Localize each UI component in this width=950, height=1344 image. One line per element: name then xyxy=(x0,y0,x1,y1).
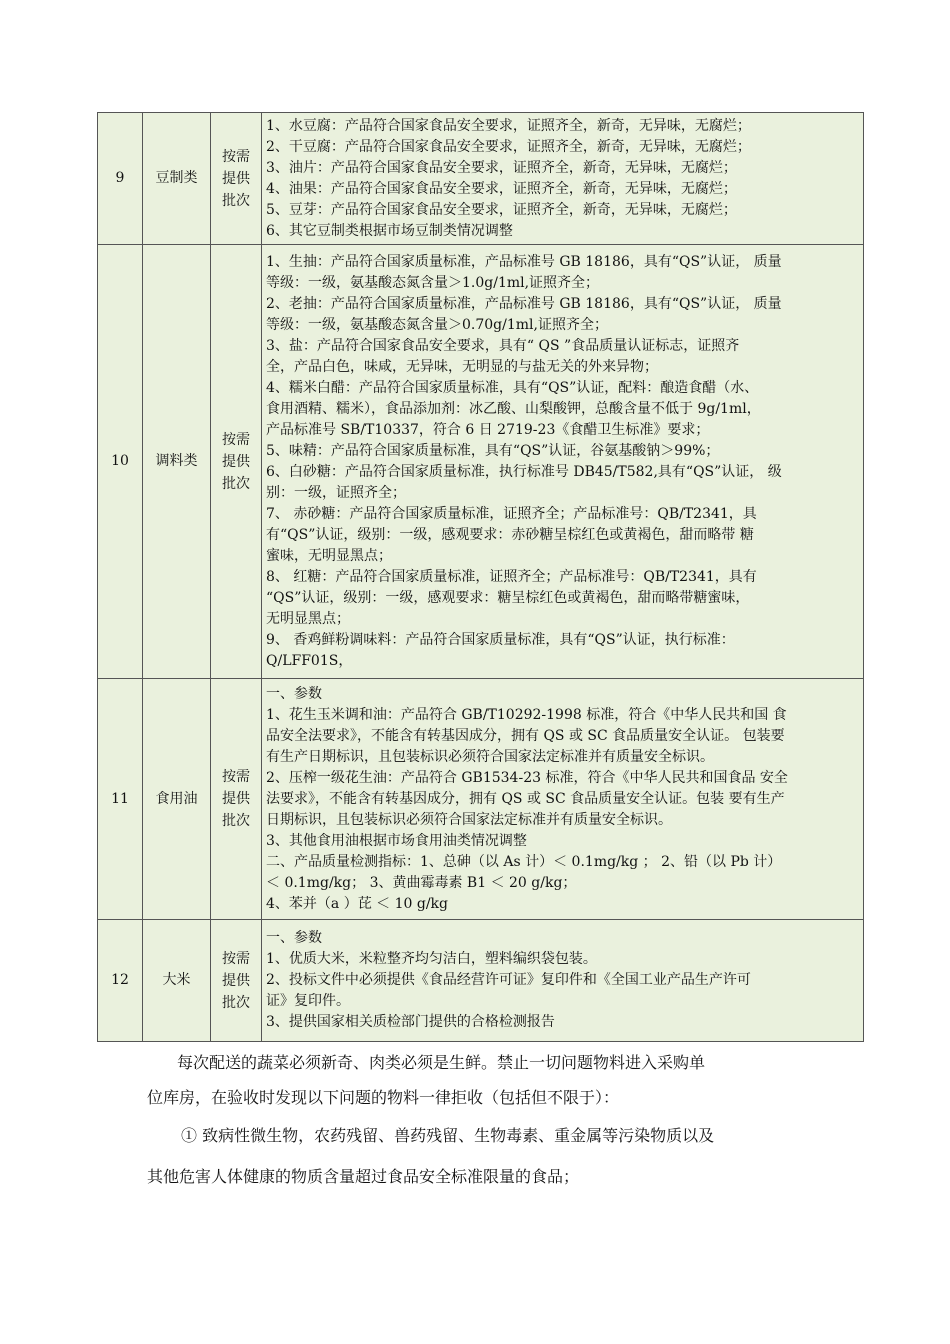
requirement-line: 有“QS”认证，级别：一级，感观要求：赤砂糖呈棕红色或黄褐色，甜而略带 糖 xyxy=(266,526,754,543)
requirement-line: 二、产品质量检测指标：1、总砷（以 As 计）＜ 0.1mg/kg ； 2、铅（以 Pb 计） xyxy=(266,853,782,870)
requirement-line: 等级：一级，氨基酸态氮含量＞0.70g/1ml,证照齐全； xyxy=(266,316,608,333)
requirement-line: 1、水豆腐：产品符合国家食品安全要求，证照齐全，新奇，无异味，无腐烂； xyxy=(266,117,751,134)
frequency-cell xyxy=(211,679,262,920)
paragraph-line: 其他危害人体健康的物质含量超过食品安全标准限量的食品； xyxy=(147,1167,580,1186)
frequency-line: 批次 xyxy=(222,813,250,829)
requirement-line: 1、优质大米，米粒整齐均匀洁白，塑料编织袋包装。 xyxy=(266,951,597,967)
frequency-cell xyxy=(211,920,262,1042)
row-number: 12 xyxy=(98,920,143,1042)
requirement-line: 6、其它豆制类根据市场豆制类情况调整 xyxy=(266,222,513,239)
requirement-line: 食用酒精、糯米），食品添加剂：冰乙酸、山梨酸钾，总酸含量不低于 9g/1ml， xyxy=(266,400,761,417)
frequency-line: 提供 xyxy=(222,453,250,470)
requirement-line: 蜜味，无明显黑点； xyxy=(266,547,392,564)
requirement-cell xyxy=(262,113,864,245)
requirement-line: Q/LFF01S， xyxy=(266,652,353,669)
category-cell: 调料类 xyxy=(143,245,211,679)
table-row xyxy=(98,245,864,679)
row-number: 10 xyxy=(98,245,143,679)
paragraph-line: 位库房，在验收时发现以下问题的物料一律拒收（包括但不限于）： xyxy=(147,1088,620,1107)
row-number: 9 xyxy=(98,113,143,245)
requirement-cell xyxy=(262,920,864,1042)
frequency-line: 按需 xyxy=(222,431,250,448)
category-cell: 食用油 xyxy=(143,679,211,920)
requirement-line: 5、味精：产品符合国家质量标准，具有“QS”认证，谷氨基酸钠＞99%； xyxy=(266,442,720,459)
requirement-line: 别：一级，证照齐全； xyxy=(266,484,406,501)
requirement-line: 品安全法要求》，不能含有转基因成分，拥有 QS 或 SC 食品质量安全认证。 包装要 xyxy=(266,727,785,744)
requirement-line: 3、油片：产品符合国家食品安全要求，证照齐全，新奇，无异味，无腐烂； xyxy=(266,159,737,176)
requirement-line: 证》复印件。 xyxy=(266,993,350,1009)
row-number: 11 xyxy=(98,679,143,920)
requirement-cell xyxy=(262,679,864,920)
requirement-line: 4、苯并（a ）芘 ＜ 10 g/kg xyxy=(266,895,448,912)
procurement-spec-table xyxy=(97,112,864,1042)
requirement-line: 2、投标文件中必须提供《食品经营许可证》复印件和《全国工业产品生产许可 xyxy=(266,972,751,988)
paragraph-line: 每次配送的蔬菜必须新奇、肉类必须是生鲜。禁止一切问题物料进入采购单 xyxy=(177,1053,706,1072)
requirement-line: 4、油果：产品符合国家食品安全要求，证照齐全，新奇，无异味，无腐烂； xyxy=(266,180,737,197)
requirement-line: 无明显黑点； xyxy=(266,610,350,627)
frequency-cell xyxy=(211,113,262,245)
requirement-line: 6、白砂糖：产品符合国家质量标准，执行标准号 DB45/T582,具有“QS”认证， 级 xyxy=(266,463,782,480)
category-cell: 大米 xyxy=(143,920,211,1042)
frequency-line: 按需 xyxy=(222,769,250,785)
requirement-line: 3、盐：产品符合国家食品安全要求，具有“ QS ”食品质量认证标志，证照齐 xyxy=(266,337,740,354)
requirement-line: 3、其他食用油根据市场食用油类情况调整 xyxy=(266,832,527,849)
requirement-line: 日期标识，且包装标识必须符合国家法定标准并有质量安全标识。 xyxy=(266,811,672,828)
requirement-line: 1、花生玉米调和油：产品符合 GB/T10292-1998 标准，符合《中华人民共和国 食 xyxy=(266,706,787,723)
requirement-line: 8、 红糖：产品符合国家质量标准，证照齐全；产品标准号：QB/T2341，具有 xyxy=(266,568,757,585)
frequency-line: 提供 xyxy=(222,170,250,187)
requirement-line: 9、 香鸡鲜粉调味料：产品符合国家质量标准，具有“QS”认证，执行标准： xyxy=(266,631,735,648)
requirement-line: “QS”认证，级别：一级，感观要求：糖呈棕红色或黄褐色，甜而略带糖蜜味， xyxy=(266,589,750,606)
frequency-line: 批次 xyxy=(222,994,250,1011)
table-row xyxy=(98,679,864,920)
table-row xyxy=(98,920,864,1042)
requirement-line: 3、提供国家相关质检部门提供的合格检测报告 xyxy=(266,1014,555,1030)
requirement-cell xyxy=(262,245,864,679)
frequency-line: 提供 xyxy=(222,791,250,807)
requirement-line: 7、 赤砂糖：产品符合国家质量标准，证照齐全；产品标准号：QB/T2341，具 xyxy=(266,505,757,522)
frequency-line: 按需 xyxy=(222,148,250,165)
requirement-line: 有生产日期标识，且包装标识必须符合国家法定标准并有质量安全标识。 xyxy=(266,748,714,765)
paragraph-line: ① 致病性微生物，农药残留、兽药残留、生物毒素、重金属等污染物质以及 xyxy=(181,1126,715,1145)
requirement-line: 等级：一级，氨基酸态氮含量＞1.0g/1ml,证照齐全； xyxy=(266,274,600,291)
requirement-line: 2、干豆腐：产品符合国家食品安全要求，证照齐全，新奇，无异味，无腐烂； xyxy=(266,138,751,155)
category-cell: 豆制类 xyxy=(143,113,211,245)
frequency-line: 批次 xyxy=(222,192,250,209)
frequency-line: 按需 xyxy=(222,950,250,967)
requirement-line: 一、参数 xyxy=(266,685,322,702)
frequency-line: 提供 xyxy=(222,972,250,989)
requirement-line: 4、糯米白醋：产品符合国家质量标准，具有“QS”认证，配料：酿造食醋（水、 xyxy=(266,379,759,396)
requirement-line: 产品标准号 SB/T10337，符合 6 日 2719-23《食醋卫生标准》要求； xyxy=(266,421,710,438)
requirement-line: 全，产品白色，味咸，无异味，无明显的与盐无关的外来异物； xyxy=(266,358,658,375)
frequency-cell xyxy=(211,245,262,679)
requirement-line: 法要求》，不能含有转基因成分，拥有 QS 或 SC 食品质量安全认证。包装 要有生产 xyxy=(266,790,785,807)
requirement-line: 1、生抽：产品符合国家质量标准，产品标准号 GB 18186，具有“QS”认证， 质量 xyxy=(266,253,782,270)
frequency-line: 批次 xyxy=(222,475,250,492)
requirement-line: 2、压榨一级花生油：产品符合 GB1534-23 标准，符合《中华人民共和国食品 安全 xyxy=(266,769,788,786)
table-row xyxy=(98,113,864,245)
requirement-line: 一、参数 xyxy=(266,930,322,946)
requirement-line: 5、豆芽：产品符合国家食品安全要求，证照齐全，新奇，无异味，无腐烂； xyxy=(266,201,737,218)
requirement-line: 2、老抽：产品符合国家质量标准，产品标准号 GB 18186，具有“QS”认证， 质量 xyxy=(266,295,782,312)
requirement-line: ＜ 0.1mg/kg； 3、黄曲霉毒素 B1 ＜ 20 g/kg； xyxy=(266,874,577,891)
